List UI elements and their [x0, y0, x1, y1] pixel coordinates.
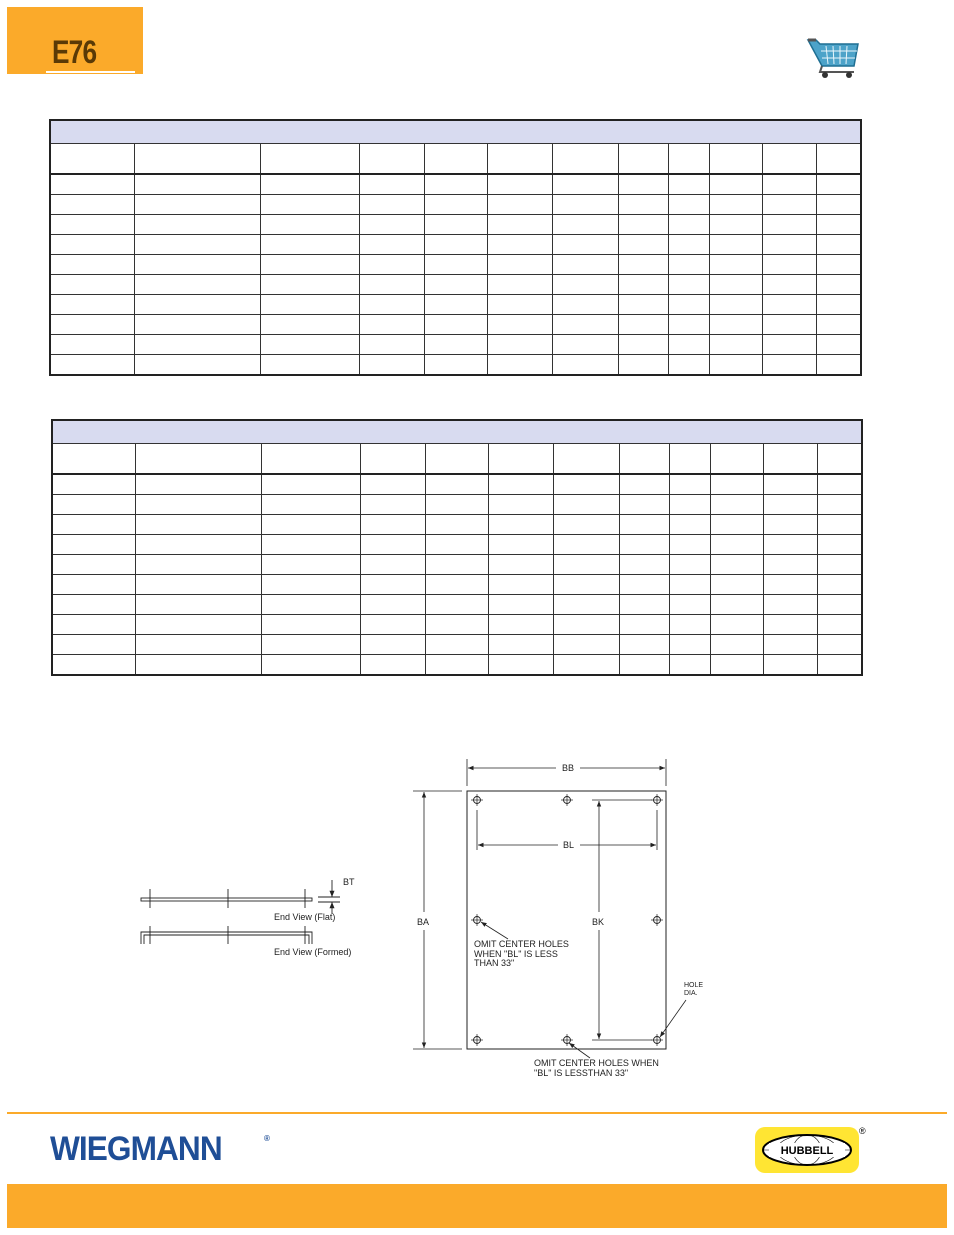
- end-view-flat-label: End View (Flat): [274, 912, 336, 922]
- bk-label: BK: [592, 917, 605, 927]
- wiegmann-registered-mark: ®: [264, 1134, 270, 1143]
- table-row: [52, 575, 862, 595]
- hubbell-logo: [755, 1127, 859, 1173]
- hole-label-line2: DIA.: [684, 990, 698, 997]
- table-row: [52, 535, 862, 555]
- table-row: [52, 595, 862, 615]
- hole-leader: [660, 1000, 686, 1037]
- table-header-row: [52, 444, 862, 475]
- table-row: [50, 255, 861, 275]
- note-leader: [569, 1043, 590, 1058]
- table-row: [50, 195, 861, 215]
- hubbell-text: HUBBELL: [780, 1145, 834, 1157]
- ba-label: BA: [417, 917, 430, 927]
- mounting-hole: [471, 794, 483, 806]
- table-row: [52, 635, 862, 655]
- table-row: [52, 495, 862, 515]
- footer-band: [7, 1184, 947, 1228]
- table-header-row: [50, 144, 861, 175]
- mounting-hole: [651, 914, 663, 926]
- table-row: [50, 315, 861, 335]
- mounting-hole: [561, 794, 573, 806]
- table-row: [50, 295, 861, 315]
- spec-table-2: [51, 419, 863, 676]
- table-row: [52, 555, 862, 575]
- panel-outline: [467, 791, 666, 1049]
- hole-label-line1: HOLE: [684, 982, 704, 989]
- table-row: [50, 275, 861, 295]
- note-leader: [481, 922, 508, 939]
- end-view-formed-label: End View (Formed): [274, 947, 352, 957]
- spec-table-1: [49, 119, 862, 376]
- table-band: [52, 420, 862, 444]
- wiegmann-logo: WIEGMANN: [50, 1130, 222, 1168]
- mounting-hole: [471, 1034, 483, 1046]
- bl-label: BL: [563, 840, 575, 850]
- omit-note-1-line2: WHEN "BL" IS LESS: [474, 949, 558, 959]
- omit-note-1-line3: THAN 33": [474, 958, 515, 968]
- omit-note-2-line2: "BL" IS LESSTHAN 33": [534, 1068, 629, 1078]
- table-row: [52, 474, 862, 495]
- end-view-formed: [141, 926, 312, 944]
- panel-drawing: [0, 700, 954, 1100]
- hubbell-registered-mark: ®: [859, 1126, 866, 1136]
- table-row: [52, 515, 862, 535]
- mounting-hole: [471, 914, 483, 926]
- shopping-cart-icon[interactable]: [806, 32, 862, 80]
- tab-underline: [46, 71, 135, 73]
- omit-note-1-line1: OMIT CENTER HOLES: [474, 939, 569, 949]
- omit-note-2-line1: OMIT CENTER HOLES WHEN: [534, 1058, 659, 1068]
- table-row: [50, 235, 861, 255]
- table-row: [50, 355, 861, 376]
- footer-divider: [7, 1112, 947, 1114]
- table-row: [50, 335, 861, 355]
- mounting-hole: [651, 794, 663, 806]
- table-row: [52, 655, 862, 676]
- table-row: [52, 615, 862, 635]
- end-view-flat: [141, 880, 340, 914]
- table-row: [50, 174, 861, 195]
- table-row: [50, 215, 861, 235]
- bt-label: BT: [343, 877, 355, 887]
- table-band: [50, 120, 861, 144]
- page-code: E76: [52, 34, 97, 70]
- bb-label: BB: [562, 763, 575, 773]
